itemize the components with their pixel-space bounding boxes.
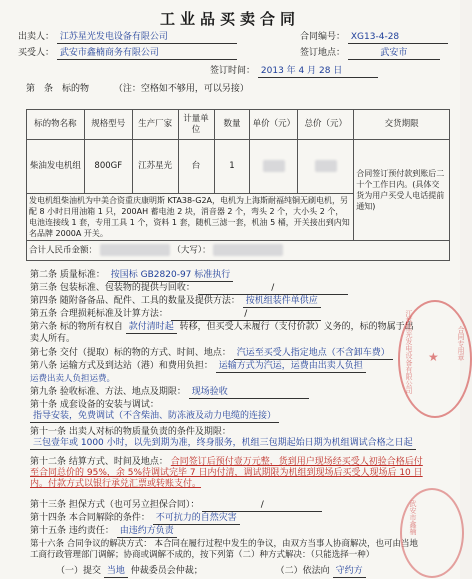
clause-no: 第九条 — [30, 387, 58, 397]
clause-label: 合同争议的解决方式： — [66, 539, 152, 549]
col-header: 标的物名称 — [27, 110, 85, 140]
table-row — [27, 140, 450, 194]
clause-value: 汽运至买受人指定地点（不含卸车费） — [234, 348, 393, 360]
sign-place: 武安市 — [348, 48, 440, 60]
clause-value: / — [202, 500, 322, 512]
clause-no: 第十五条 — [30, 526, 67, 536]
company-seal — [398, 300, 472, 418]
total-label: 合计人民币金额： — [29, 245, 98, 256]
table-total-row — [27, 241, 450, 261]
redacted-total-amount — [100, 244, 170, 256]
item-unit: 台 — [178, 140, 214, 194]
clause-14 — [30, 513, 240, 525]
clause-8-rest — [30, 374, 115, 385]
sign-place-row — [300, 48, 440, 60]
seller-label: 出卖人： — [18, 32, 55, 42]
clause-value: 本合同在履行过程中发生的争议，由双方当事人协商解决，也可由当地工商行政管理部门调解；协商或调解不成的，按下列第（二）种方式解决：（只能选择一种） — [30, 539, 418, 560]
clause-no: 第十四条 — [30, 513, 67, 523]
clause-8 — [30, 361, 366, 373]
clause-label: 担保方式（也可另立担保合同）： — [68, 500, 200, 510]
dispute-opt2-prefix: （二）依法向 — [275, 566, 330, 576]
clause-no: 第六条 — [30, 322, 58, 332]
item-qty: 1 — [214, 140, 250, 194]
clause-5 — [30, 309, 321, 321]
table-header-row — [27, 110, 450, 140]
clause-value: 按国标 GB2820-97 标准执行 — [108, 270, 233, 282]
item-price — [250, 140, 298, 194]
clause-9 — [30, 387, 309, 399]
clause-label: 随附备备品、配件、工具的数量及提供方法： — [59, 296, 240, 306]
clause-value: / — [171, 309, 321, 321]
col-header: 单价（元） — [250, 110, 298, 140]
clause-value: 三包壹年或 1000 小时，以先到期为准，终身服务，机组三包期起始日期为机组调试合格之日起 — [30, 438, 416, 450]
clause-no: 第十一条 — [30, 427, 67, 437]
dispute-opt2-value: 守约方 — [333, 566, 366, 578]
sign-time: 2013 年 4 月 28 日 — [258, 66, 378, 78]
clause-no: 第二条 — [30, 270, 58, 280]
clause-label: 出卖人对标的物质量负责的条件及期限： — [68, 427, 231, 437]
clause-label: 合理损耗标准及计算方法： — [59, 309, 168, 319]
dispute-opt1-prefix: （一）提交 — [56, 566, 102, 576]
clause-label: 成套设备的安装与调试： — [59, 400, 159, 410]
redacted-total-upper — [213, 244, 283, 256]
item-model: 800GF — [84, 140, 132, 194]
redacted-price — [263, 160, 285, 172]
document-title: 工业品买卖合同 — [159, 10, 300, 28]
clause-7 — [30, 348, 393, 360]
dispute-opt1-suffix: 仲裁委员会仲裁； — [130, 566, 203, 576]
col-header: 规格型号 — [84, 110, 132, 140]
contract-no-row — [300, 32, 448, 44]
clause-label: 标的物所有权自 — [59, 322, 123, 332]
clause-no: 第十条 — [30, 400, 58, 410]
item-name: 柴油发电机组 — [27, 140, 85, 194]
buyer-seal — [400, 488, 464, 578]
redacted-total — [315, 160, 337, 172]
clause-no: 第七条 — [30, 348, 58, 358]
seller-row — [18, 32, 237, 44]
clause-value: 按机组装件单供应 — [243, 296, 321, 308]
clause-no: 第十二条 — [30, 457, 67, 467]
clause-value: / — [198, 283, 348, 295]
buyer-row — [18, 48, 237, 60]
clause-value: 合同签订后预付壹万元整，货到用户现场经买受人初验合格后付至合同总价的 95%，余 5%待调试完毕 7 日内付清，调试期限为机组到现场后买受人现场后 10 日内。付款方式以银行承兑汇票或转账支付。 — [30, 457, 423, 489]
clause-11 — [30, 427, 424, 450]
clause-label: 质量标准： — [59, 270, 105, 280]
seller-name: 江苏星光发电设备有限公司 — [57, 32, 237, 44]
item-delivery: 合同签订预付款到账后二十个工作日内。(具体交货为用户买受人电话提前通知) — [354, 140, 450, 241]
clause-label: 结算方式、时间及地点： — [68, 457, 168, 467]
items-table — [26, 109, 450, 261]
seal-star-icon: ★ — [428, 350, 439, 364]
clause-no: 第五条 — [30, 309, 58, 319]
seal-company-text: 江苏星光发电设备有限公司 — [405, 310, 413, 394]
seal-buyer-text: 武安市鑫楠 — [409, 500, 417, 535]
contract-no: XG13-4-28 — [348, 32, 448, 44]
clause-rest: 转移，但买受人未履行（支付价款）义务的，标的物属于出卖人所有。 — [30, 322, 414, 344]
sign-place-label: 签订地点： — [300, 48, 346, 58]
article1-note: （注：空格如不够用，可以另接） — [113, 84, 249, 94]
clause-label: 包装标准、包装物的提供与回收： — [59, 283, 195, 293]
article1-title: 第 条 标的物 — [26, 84, 90, 94]
clause-4 — [30, 296, 321, 308]
contract-no-label: 合同编号： — [300, 32, 346, 42]
clause-label: 违约责任： — [68, 526, 114, 536]
clause-no: 第八条 — [30, 361, 58, 371]
clause-15 — [30, 526, 177, 538]
col-header: 交货期限 — [354, 110, 450, 140]
col-header: 生产厂家 — [132, 110, 178, 140]
clause-no: 第十三条 — [30, 500, 67, 510]
total-upper-label: （大写）： — [172, 245, 211, 256]
clause-label: 运输方式及到达站（港）和费用负担： — [59, 361, 213, 371]
col-header: 计量单位 — [178, 110, 214, 140]
clause-2 — [30, 270, 233, 282]
clause-value: 由违约方负责 — [117, 526, 177, 538]
clause-value: 款付清时起 — [126, 322, 177, 334]
buyer-label: 买受人： — [18, 48, 55, 58]
clause-no: 第三条 — [30, 283, 58, 293]
sign-time-label: 签订时间： — [210, 66, 256, 76]
col-header: 数量 — [214, 110, 250, 140]
clause-16 — [30, 539, 422, 561]
clause-label: 本合同解除的条件： — [68, 513, 150, 523]
seal-contract-text: 合同专用章 — [457, 326, 465, 361]
clause-label: 交付（提取）标的物的方式、时间、地点： — [59, 348, 231, 358]
clause-6 — [30, 322, 422, 345]
clause-10 — [30, 400, 410, 423]
clause-no: 第四条 — [30, 296, 58, 306]
clause-value: 现场验收 — [189, 387, 309, 399]
clause-3 — [30, 283, 348, 295]
sign-time-row — [210, 66, 378, 78]
clause-no: 第十六条 — [30, 539, 65, 549]
clause-label: 验收标准、方法、地点及期限： — [59, 387, 186, 397]
dispute-options — [56, 566, 366, 578]
col-header: 总价（元） — [298, 110, 354, 140]
clause-12 — [30, 457, 424, 490]
buyer-name: 武安市鑫楠商务有限公司 — [57, 48, 237, 60]
item-remark: 发电机组柴油机为中美合资重庆康明斯 KTA38-G2A，电机为上海斯耐福纯铜无刷电机，另配 8 小时日用油箱 1 只，200AH 蓄电池 2 块，消音器 2 个，弯头 2 个，大小头 2 个，电池连接线 1 套，专用工具 1 个，资料 1 套，随机三滤一套，机油 5 桶，开关接出到内知名品牌 2000A 开关。 — [27, 194, 354, 241]
clause-value: 不可抗力的自然灾害 — [153, 513, 240, 525]
clause-rest: 运费出卖人负担运费。 — [30, 374, 116, 384]
clause-13 — [30, 500, 322, 512]
dispute-opt1-value: 当地 — [104, 566, 128, 578]
clause-value: 指导安装，免费调试（不含柴油、防冻液及动力电缆的连接） — [30, 411, 279, 423]
clause-value: 运输方式为汽运，运费由出卖人负担 — [216, 361, 366, 373]
total-cell — [27, 241, 450, 261]
item-maker: 江苏星光 — [132, 140, 178, 194]
item-total — [298, 140, 354, 194]
article1-row — [26, 84, 249, 95]
